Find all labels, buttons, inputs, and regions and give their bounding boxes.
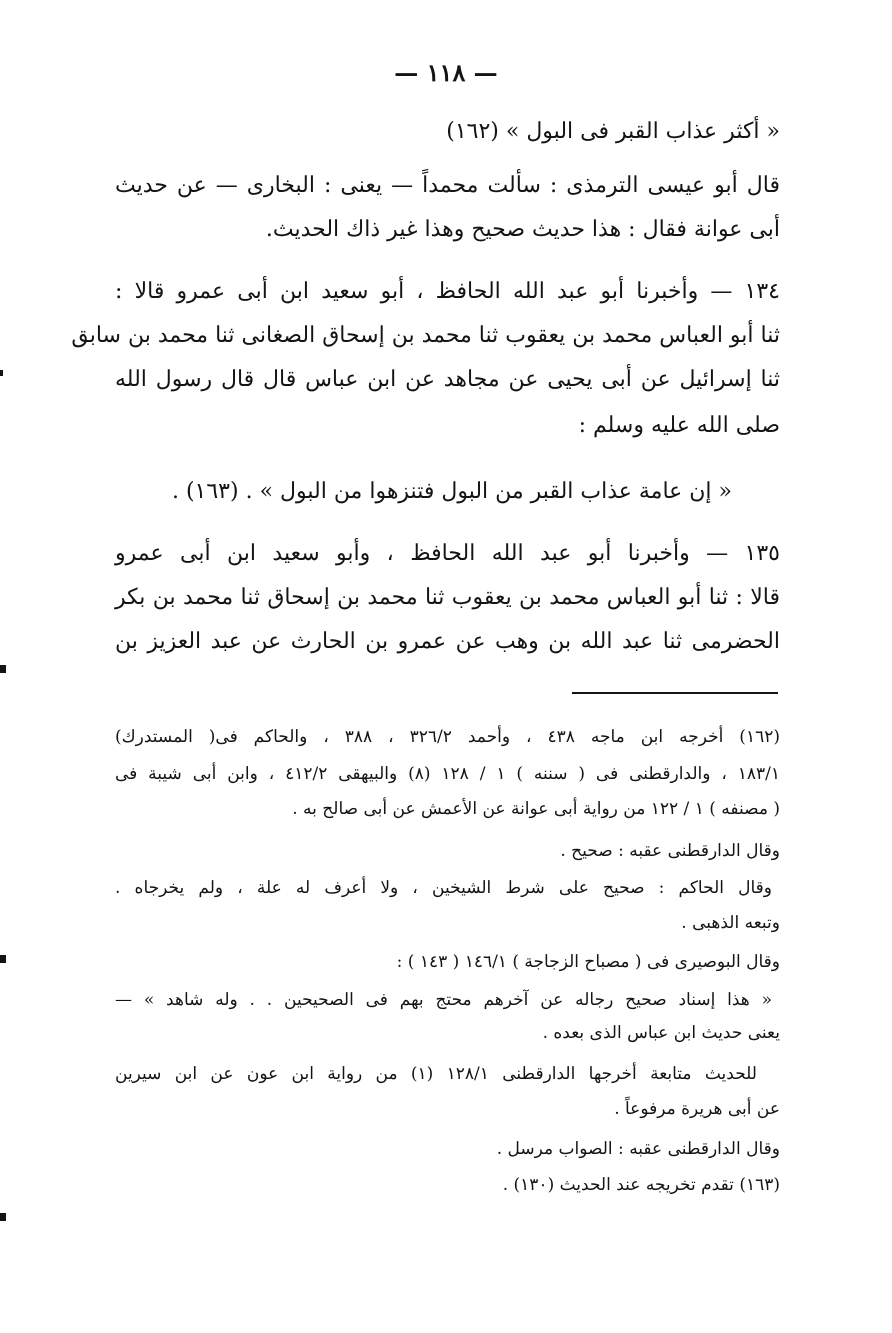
footnote-line: (١٦٣) تقدم تخريجه عند الحديث (١٣٠) . (502, 1175, 780, 1195)
page-number: — ١١٨ — (394, 58, 498, 87)
scan-edge-mark (0, 665, 6, 673)
hadith-134-line: ثنا أبو العباس محمد بن يعقوب ثنا محمد بن إسحاق الصغانى ثنا محمد بن سابق (71, 323, 780, 348)
scan-edge-mark (0, 955, 6, 963)
footnote-line: عن أبى هريرة مرفوعاً . (614, 1099, 780, 1119)
footnote-line: ١٨٣/١ ، والدارقطنى فى ( سننه ) ١ / ١٢٨ (٨) والبيهقى ٤١٢/٢ ، وابن أبى شيبة فى (115, 764, 780, 784)
main-text-line: قال أبو عيسى الترمذى : سألت محمداً — يعنى : البخارى — عن حديث (115, 173, 780, 198)
hadith-135-line: الحضرمى ثنا عبد الله بن وهب عن عمرو بن الحارث عن عبد العزيز بن (115, 629, 780, 654)
footnote-line: وتبعه الذهبى . (681, 913, 780, 933)
footnote-line: « هذا إسناد صحيح رجاله عن آخرهم محتج بهم فى الصحيحين . . وله شاهد » — (115, 990, 772, 1010)
scan-edge-mark (0, 1213, 6, 1221)
footnote-line: وقال البوصيرى فى ( مصباح الزجاجة ) ١٤٦/١ ( ١٤٣ ) : (396, 952, 780, 972)
footnote-line: ( مصنفه ) ١ / ١٢٢ من رواية أبى عوانة عن الأعمش عن أبى صالح به . (292, 799, 780, 819)
hadith-135-line: ١٣٥ — وأخبرنا أبو عبد الله الحافظ ، وأبو سعيد ابن أبى عمرو (115, 541, 780, 566)
hadith-134-line: ١٣٤ — وأخبرنا أبو عبد الله الحافظ ، أبو سعيد ابن أبى عمرو قالا : (115, 279, 780, 304)
footnote-line: وقال الدارقطنى عقبه : صحيح . (560, 841, 780, 861)
main-text-line: أبى عوانة فقال : هذا حديث صحيح وهذا غير ذاك الحديث. (265, 217, 780, 242)
hadith-135-line: قالا : ثنا أبو العباس محمد بن يعقوب ثنا محمد بن إسحاق ثنا محمد بن بكر (115, 585, 780, 610)
footnote-line: وقال الدارقطنى عقبه : الصواب مرسل . (496, 1139, 780, 1159)
footnote-line: يعنى حديث ابن عباس الذى بعده . (542, 1023, 780, 1043)
scan-edge-mark (0, 370, 3, 376)
footnote-line: وقال الحاكم : صحيح على شرط الشيخين ، ولا أعرف له علة ، ولم يخرجاه . (115, 878, 772, 898)
footnote-line: (١٦٢) أخرجه ابن ماجه ٤٣٨ ، وأحمد ٣٢٦/٢ ، ٣٨٨ ، والحاكم فى( المستدرك) (115, 727, 780, 747)
footnote-line: للحديث متابعة أخرجها الدارقطنى ١٢٨/١ (١) من رواية ابن عون عن ابن سيرين (115, 1064, 757, 1084)
chapter-heading: « أكثر عذاب القبر فى البول » (١٦٢) (446, 119, 780, 144)
hadith-text-quote: « إن عامة عذاب القبر من البول فتنزهوا من البول » . (١٦٣) . (171, 479, 732, 504)
footnote-separator (572, 692, 778, 694)
hadith-134-line: صلى الله عليه وسلم : (578, 413, 780, 438)
hadith-134-line: ثنا إسرائيل عن أبى يحيى عن مجاهد عن ابن عباس قال قال رسول الله (115, 367, 780, 392)
